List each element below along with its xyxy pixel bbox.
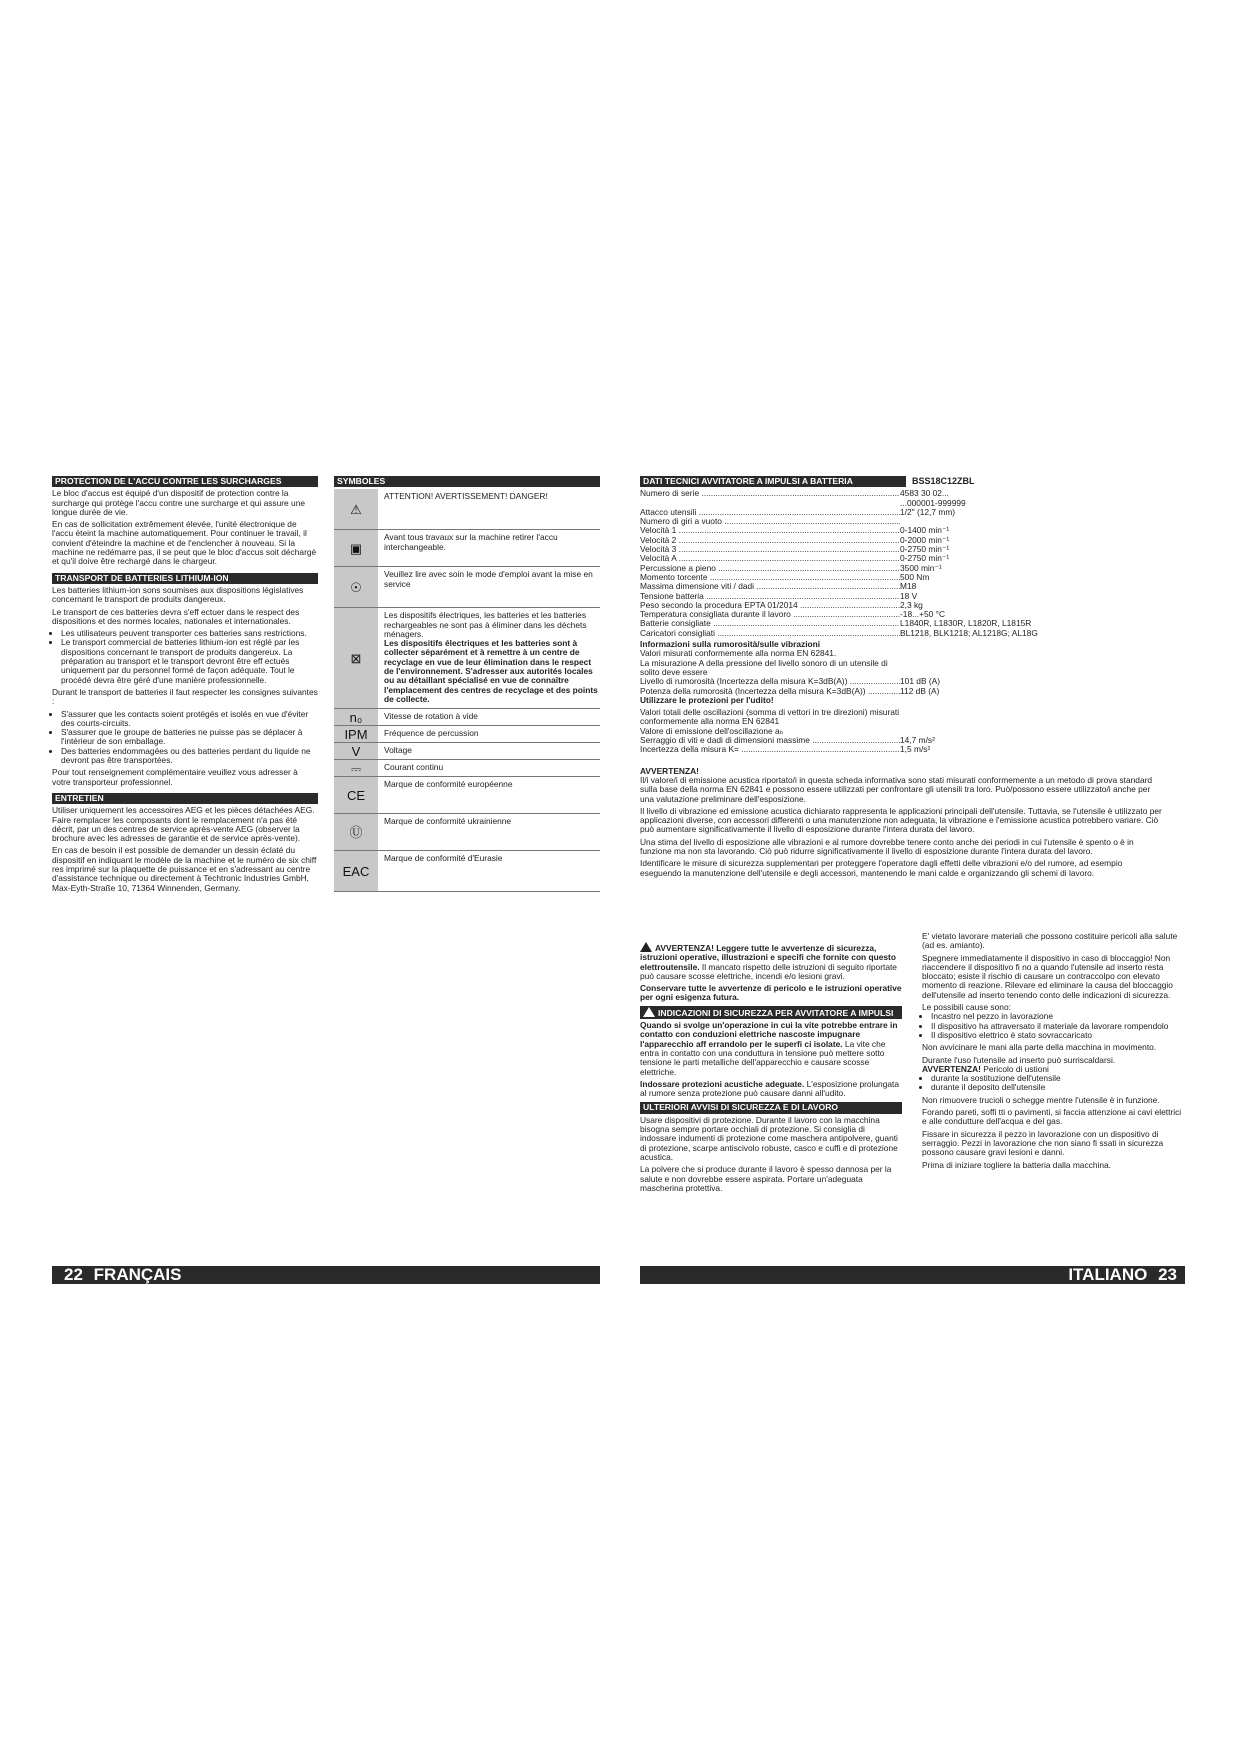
- paragraph: Valori misurati conformemente alla norma EN 62841.: [640, 648, 837, 659]
- symbol-row: [334, 743, 600, 760]
- symbols-table: [334, 489, 600, 892]
- spec-title: DATI TECNICI AVVITATORE A IMPULSI A BATTERIA: [640, 476, 906, 487]
- safety-column-left: [640, 942, 902, 1196]
- spec-row: [640, 489, 1165, 498]
- footer-bar-right: [640, 1266, 1185, 1284]
- spec-label: Numero di giri a vuoto .....: [640, 517, 900, 526]
- symbol-text: Veuillez lire avec soin le mode d'emploi avant la mise en service: [384, 569, 593, 589]
- spec-table: [640, 489, 1165, 638]
- paragraph: Durant le transport de batteries il faut respecter les consignes suivantes :: [52, 686, 318, 707]
- symbol-row: [334, 760, 600, 777]
- spec-label: Velocità 1 .....: [640, 526, 900, 535]
- spec-row: [640, 499, 1165, 508]
- bullet-list: [922, 1012, 1184, 1040]
- spec-label: Peso secondo la procedura EPTA 01/2014 .....: [640, 601, 900, 610]
- symbol-text: Avant tous travaux sur la machine retirer l'accu interchangeable.: [384, 532, 558, 552]
- footer-language: FRANÇAIS: [93, 1265, 182, 1284]
- symbol-description: [378, 851, 502, 891]
- spec-value: 101 dB (A): [900, 677, 941, 687]
- paragraph-text: La vite che entra in contatto con una conduttura in tensione può mettere sotto tensione le parti metalliche dell'apparecchio e causare scosse elettriche.: [640, 1038, 886, 1077]
- no-load-speed-icon: n₀: [334, 709, 378, 725]
- section-title-symboles: SYMBOLES: [334, 476, 600, 487]
- paragraph: Prima di iniziare togliere la batteria dalla macchina.: [922, 1159, 1111, 1170]
- warning-bold: AVVERTENZA! Leggere tutte le avvertenze di sicurezza, istruzioni operative, illustrazioni e specifi che fornite con questo elettroutensile.: [640, 943, 896, 972]
- spec-label: Percussione a pieno .....: [640, 564, 900, 573]
- spec-value: 4583 30 02...: [900, 489, 949, 499]
- spec-value: M18: [900, 582, 917, 592]
- paragraph: Identificare le misure di sicurezza supplementari per proteggere l'operatore dagli effetti delle vibrazioni e/o del rumore, ad esempio eseguendo la manutenzione dell'utensile e degli accessori, mantenendo le mani calde e organizzando gli schemi di lavoro.: [640, 858, 1123, 878]
- spec-row: [640, 508, 1165, 517]
- paragraph-text: Pericolo di ustioni: [980, 1063, 1049, 1074]
- spec-value: 2,3 kg: [900, 600, 923, 610]
- spec-label: Incertezza della misura K= .....: [640, 745, 900, 754]
- symbol-text: Voltage: [384, 745, 412, 756]
- spec-row: [640, 610, 1165, 619]
- footer-bar-left: [52, 1266, 600, 1284]
- paragraph: Usare dispositivi di protezione. Durante il lavoro con la macchina bisogna sempre portare occhiali di protezione. Si consiglia di indossare indumenti di protezione come maschera antipolvere, guanti di protezione, scarpe antiscivolo robuste, casco e cuffi e di protezione acustica.: [640, 1114, 898, 1162]
- symbol-description: [378, 743, 412, 759]
- spec-label: Tensione batteria .....: [640, 592, 900, 601]
- paragraph: La misurazione A della pressione del livello sonoro di un utensile di solito deve essere: [640, 657, 888, 677]
- spec-label: Momento torcente .....: [640, 573, 900, 582]
- spec-label: Livello di rumorosità (Incertezza della misura K=3dB(A)) .....: [640, 677, 900, 686]
- symbol-row: [334, 489, 600, 530]
- spec-row: [640, 677, 1165, 686]
- spec-value: -18...+50 °C: [900, 610, 946, 620]
- direct-current-icon: ⎓: [334, 760, 378, 776]
- spec-label: Caricatori consigliati .....: [640, 629, 900, 638]
- paragraph: Le transport de ces batteries devra s'eff ectuer dans le respect des dispositions et des normes locales, nationales et internationales.: [52, 606, 300, 626]
- spec-label: Numero di serie .....: [640, 489, 900, 498]
- paragraph-bold: Quando si svolge un'operazione in cui la vite potrebbe entrare in contatto con conduzioni elettriche nascoste impugnare l'apparecchio aff errandolo per le superfi ci isolate.: [640, 1020, 898, 1049]
- symbol-row: [334, 608, 600, 709]
- spec-value: 14,7 m/s²: [900, 736, 935, 746]
- list-item: • S'assurer que le groupe de batteries ne puisse pas se déplacer à l'intérieur de son emballage.: [61, 728, 318, 747]
- symbol-text: Fréquence de percussion: [384, 728, 479, 739]
- paragraph: Le bloc d'accus est équipé d'un dispositif de protection contre la surcharge qui protège l'accu contre une surcharge et qui assure une longue durée de vie.: [52, 488, 306, 517]
- warning-icon: [640, 942, 652, 952]
- section-title-text: INDICAZIONI DI SICUREZZA PER AVVITATORE A IMPULSI: [658, 1007, 894, 1018]
- spec-row: [640, 745, 1165, 754]
- spec-value: 1/2" (12,7 mm): [900, 507, 956, 517]
- warning-keep: Conservare tutte le avvertenze di pericolo e le istruzioni operative per ogni esigenza futura.: [640, 983, 902, 1003]
- section-title-impulsi: [640, 1006, 902, 1019]
- spec-value: 0-2000 min⁻¹: [900, 535, 950, 545]
- bullet-list: [922, 1074, 1184, 1093]
- spec-value: 1,5 m/s²: [900, 745, 931, 755]
- crossed-bin-icon: ⊠: [334, 608, 378, 708]
- paragraph: Spegnere immediatamente il dispositivo in caso di bloccaggio! Non riaccendere il dispositivo fi no a quando l'utensile ad inserto resta bloccato; esiste il rischio di causare un contraccolpo con elevato momento di reazione. Rilevare ed eliminare la causa del bloccaggio dell'utensile ad inserto tenendo conto delle indicazioni di sicurezza.: [922, 952, 1173, 1000]
- list-item: • Les utilisateurs peuvent transporter ces batteries sans restrictions.: [61, 629, 318, 638]
- page-number: 22: [64, 1265, 83, 1284]
- remove-battery-icon: ▣: [334, 530, 378, 566]
- spec-row: [640, 545, 1165, 554]
- symbol-row: [334, 814, 600, 851]
- symbol-row: [334, 567, 600, 608]
- symbol-description: [378, 709, 478, 725]
- footer-language: ITALIANO: [1068, 1265, 1148, 1284]
- symbol-text-bold: Les dispositifs électriques et les batteries sont à collecter séparément et à remettre à un centre de recyclage en vue de leur élimination dans le respect de l'environnement. S'adresser aux autorités locales ou au détaillant spécialisé en vue de connaître l'emplacement des centres de recyclage et des points de collecte.: [384, 638, 598, 704]
- symbol-row: [334, 777, 600, 814]
- symbol-description: [378, 608, 600, 708]
- spec-row: [640, 619, 1165, 628]
- spec-label: Serraggio di viti e dadi di dimensioni massime .....: [640, 736, 900, 745]
- paragraph: Non avvicinare le mani alla parte della macchina in movimento.: [922, 1042, 1157, 1053]
- safety-column-right: [922, 932, 1184, 1173]
- symbol-description: [378, 814, 511, 850]
- symbol-row: [334, 709, 600, 726]
- symbol-text: Vitesse de rotation à vide: [384, 711, 478, 722]
- paragraph-bold: Indossare protezioni acustiche adeguate.: [640, 1078, 805, 1089]
- paragraph: Le possibili cause sono:: [922, 1002, 1011, 1013]
- avvertenza-title: AVVERTENZA!: [640, 765, 699, 776]
- paragraph: Utiliser uniquement les accessoires AEG et les pièces détachées AEG. Faire remplacer les composants dont le remplacement n'a pas été décrit, par un des centres de service après-vente AEG (observer la brochure avec les adresses de garantie et de service après-vente).: [52, 805, 315, 844]
- list-item: • durante il deposito dell'utensile: [931, 1083, 1184, 1092]
- symbol-text: Courant continu: [384, 762, 444, 773]
- spec-value: [900, 517, 1165, 526]
- list-item: • Il dispositivo ha attraversato il materiale da lavorare rompendolo: [931, 1022, 1184, 1031]
- spec-row: [640, 573, 1165, 582]
- list-item: • Incastro nel pezzo in lavorazione: [931, 1012, 1184, 1021]
- spec-label: Velocità 2 .....: [640, 536, 900, 545]
- symbol-text: Marque de conformité d'Eurasie: [384, 853, 503, 864]
- paragraph: En cas de sollicitation extrêmement élevée, l'unité électronique de l'accu éteint la machine automatiquement. Pour continuer le travail, il convient d'éteindre la machine et de l'enclencher à nouveau. Si la machine ne redémarre pas, il se peut que le bloc d'accus soit déchargé et qu'il doive être rechargé dans le chargeur.: [52, 519, 317, 567]
- warning-text: Il mancato rispetto delle istruzioni di seguito riportate può causare scosse elettriche, incendi e/o lesioni gravi.: [640, 961, 897, 981]
- spec-value: ...000001-999999: [900, 498, 966, 508]
- spec-row: [640, 601, 1165, 610]
- symbol-row: [334, 530, 600, 567]
- spec-value: BL1218, BLK1218; AL1218G; AL18G: [900, 628, 1038, 638]
- list-item: • S'assurer que les contacts soient protégés et isolés en vue d'éviter des courts-circuits.: [61, 710, 318, 729]
- symbol-description: [378, 530, 600, 566]
- paragraph: Pour tout renseignement complémentaire veuillez vous adresser à votre transporteur professionnel.: [52, 767, 298, 787]
- hearing-protection-note: Utilizzare le protezioni per l'udito!: [640, 694, 774, 705]
- paragraph: Il livello di vibrazione ed emissione acustica dichiarato rappresenta le applicazioni principali dell'utensile. Tuttavia, se l'utensile è utilizzato per applicazioni diverse, con accessori differenti o una manutenzione non adeguata, la vibrazione e l'emissione acustica potrebbero variare. Ciò può aumentare significativamente il livello di esposizione durante l'intera durata del lavoro.: [640, 805, 1162, 835]
- symbol-text: Marque de conformité européenne: [384, 779, 513, 790]
- symbol-text: Les dispositifs électriques, les batteries et les batteries rechargeables ne sont pas à éliminer dans les déchets ménagers.: [384, 610, 587, 639]
- spec-header: [640, 476, 1165, 487]
- section-title-transport: TRANSPORT DE BATTERIES LITHIUM-ION: [52, 573, 318, 584]
- list-item: • Le transport commercial de batteries lithium-ion est réglé par les dispositions concernant le transport de produits dangereux. La préparation au transport et le transport devront être eff ectués uniquement par du personnel formé de façon adéquate. Tout le procédé devra être géré d'une manière professionnelle.: [61, 638, 318, 684]
- symbol-text: ATTENTION! AVERTISSEMENT! DANGER!: [384, 491, 548, 502]
- noise-title: Informazioni sulla rumorosità/sulle vibrazioni: [640, 639, 821, 650]
- symbol-row: [334, 851, 600, 892]
- page-italiano: [620, 0, 1241, 1754]
- paragraph: E' vietato lavorare materiali che possono costituire pericoli alla salute (ad es. amianto).: [922, 931, 1178, 951]
- spec-row: [640, 526, 1165, 535]
- paragraph: Non rimuovere trucioli o schegge mentre l'utensile è in funzione.: [922, 1094, 1160, 1105]
- paragraph: Fissare in sicurezza il pezzo in lavorazione con un dispositivo di serraggio. Pezzi in lavorazione che non siano fi ssati in sicurezza possono causare gravi lesioni e danni.: [922, 1128, 1164, 1158]
- paragraph: Les batteries lithium-ion sons soumises aux dispositions législatives concernant le transport de produits dangereux.: [52, 584, 304, 605]
- spec-label: Batterie consigliate .....: [640, 619, 900, 628]
- spec-row: [640, 536, 1165, 545]
- model-name: BSS18C12ZBL: [912, 476, 975, 486]
- warning-triangle-icon: ⚠: [334, 489, 378, 529]
- symbol-description: [378, 489, 548, 529]
- paragraph: Valore di emissione dell'oscillazione aₕ: [640, 725, 784, 736]
- paragraph: Una stima del livello di esposizione alle vibrazioni e al rumore dovrebbe tenere conto anche dei periodi in cui l'utensile è spento o è in funzione ma non sta lavorando. Ciò può ridurre significativamente il livello di esposizione durante l'intera durata del lavoro.: [640, 836, 1134, 856]
- spec-value: 0-1400 min⁻¹: [900, 526, 950, 536]
- list-item: • durante la sostituzione dell'utensile: [931, 1074, 1184, 1083]
- symbol-description: [378, 777, 513, 813]
- spec-row: [640, 629, 1165, 638]
- paragraph: Forando pareti, soffi tti o pavimenti, si faccia attenzione ai cavi elettrici e alle condutture dell'acqua e del gas.: [922, 1107, 1182, 1127]
- paragraph-text: L'esposizione prolungata al rumore senza protezione può causare danni all'udito.: [640, 1078, 900, 1099]
- spec-value: 500 Nm: [900, 572, 930, 582]
- spec-row: [640, 554, 1165, 563]
- section-title-ulteriori: ULTERIORI AVVISI DI SICUREZZA E DI LAVORO: [640, 1102, 902, 1113]
- list-item: • Des batteries endommagées ou des batteries perdant du liquide ne devront pas être transportées.: [61, 747, 318, 766]
- symbol-row: [334, 726, 600, 743]
- bullet-list: [52, 629, 318, 685]
- vibration-table: [640, 736, 1165, 755]
- spec-row: [640, 736, 1165, 745]
- spec-row: [640, 564, 1165, 573]
- paragraph: Valori totali delle oscillazioni (somma di vettori in tre direzioni) misurati conformemente alla norma EN 62841: [640, 707, 900, 727]
- list-item: • Il dispositivo elettrico è stato sovraccaricato: [931, 1031, 1184, 1040]
- bullet-list: [52, 710, 318, 766]
- paragraph: La polvere che si produce durante il lavoro è spesso dannosa per la salute e non dovrebbe essere aspirata. Portare un'adeguata mascherina protettiva.: [640, 1164, 892, 1193]
- read-manual-icon: ☉: [334, 567, 378, 607]
- spec-value: 3500 min⁻¹: [900, 563, 942, 573]
- column-left: [52, 476, 318, 896]
- spec-label: Velocità 3 .....: [640, 545, 900, 554]
- spec-row: [640, 517, 1165, 526]
- symbol-description: [378, 567, 600, 607]
- ipm-icon: IPM: [334, 726, 378, 742]
- spec-row: [640, 582, 1165, 591]
- eac-mark-icon: EAC: [334, 851, 378, 891]
- page-francais: [0, 0, 620, 1754]
- warning-icon: [643, 1007, 655, 1017]
- voltage-icon: V: [334, 743, 378, 759]
- spec-value: 112 dB (A): [900, 686, 940, 696]
- section-title-entretien: ENTRETIEN: [52, 793, 318, 804]
- spec-value: 0-2750 min⁻¹: [900, 545, 950, 555]
- paragraph: Durante l'uso l'utensile ad inserto può surriscaldarsi.: [922, 1054, 1116, 1065]
- spec-label: Attacco utensili .....: [640, 508, 900, 517]
- spec-label: Temperatura consigliata durante il lavoro .....: [640, 610, 900, 619]
- technical-data: [640, 476, 1165, 881]
- spec-value: 18 V: [900, 591, 918, 601]
- ce-mark-icon: CE: [334, 777, 378, 813]
- symbol-text: Marque de conformité ukrainienne: [384, 816, 512, 827]
- section-title-protection: PROTECTION DE L'ACCU CONTRE LES SURCHARGES: [52, 476, 318, 487]
- spec-label: Potenza della rumorosità (Incertezza della misura K=3dB(A)) .....: [640, 687, 900, 696]
- noise-table: [640, 677, 1165, 696]
- spec-row: [640, 592, 1165, 601]
- ukraine-mark-icon: Ⓤ: [334, 814, 378, 850]
- paragraph: Il/i valore/i di emissione acustica riportato/i in questa scheda informativa sono stati misurati conformemente a un metodo di prova standard sulla base della norma EN 62841 e possono essere utilizzati per confrontare gli utensili tra loro. Può/possono essere utilizzato/i anche per una valutazione preliminare dell'esposizione.: [640, 774, 1153, 804]
- spec-label: Velocità A .....: [640, 554, 900, 563]
- spec-label: Massima dimensione viti / dadi .....: [640, 582, 900, 591]
- spec-value: 0-2750 min⁻¹: [900, 554, 950, 564]
- spec-value: L1840R, L1830R, L1820R, L1815R: [900, 619, 1032, 629]
- symbol-description: [378, 726, 479, 742]
- symbol-description: [378, 760, 443, 776]
- paragraph-bold: AVVERTENZA!: [922, 1063, 981, 1074]
- symbols-column: [334, 476, 600, 892]
- page-number: 23: [1158, 1265, 1177, 1284]
- paragraph: En cas de besoin il est possible de demander un dessin éclaté du dispositif en indiquant le modèle de la machine et le numéro de six chiff res imprimé sur la plaquette de puissance et en s'adressant au centre d'assistance technique ou directement à Techtronic Industries GmbH, Max-Eyth-Straße 10, 71364 Winnenden, Germany.: [52, 845, 317, 893]
